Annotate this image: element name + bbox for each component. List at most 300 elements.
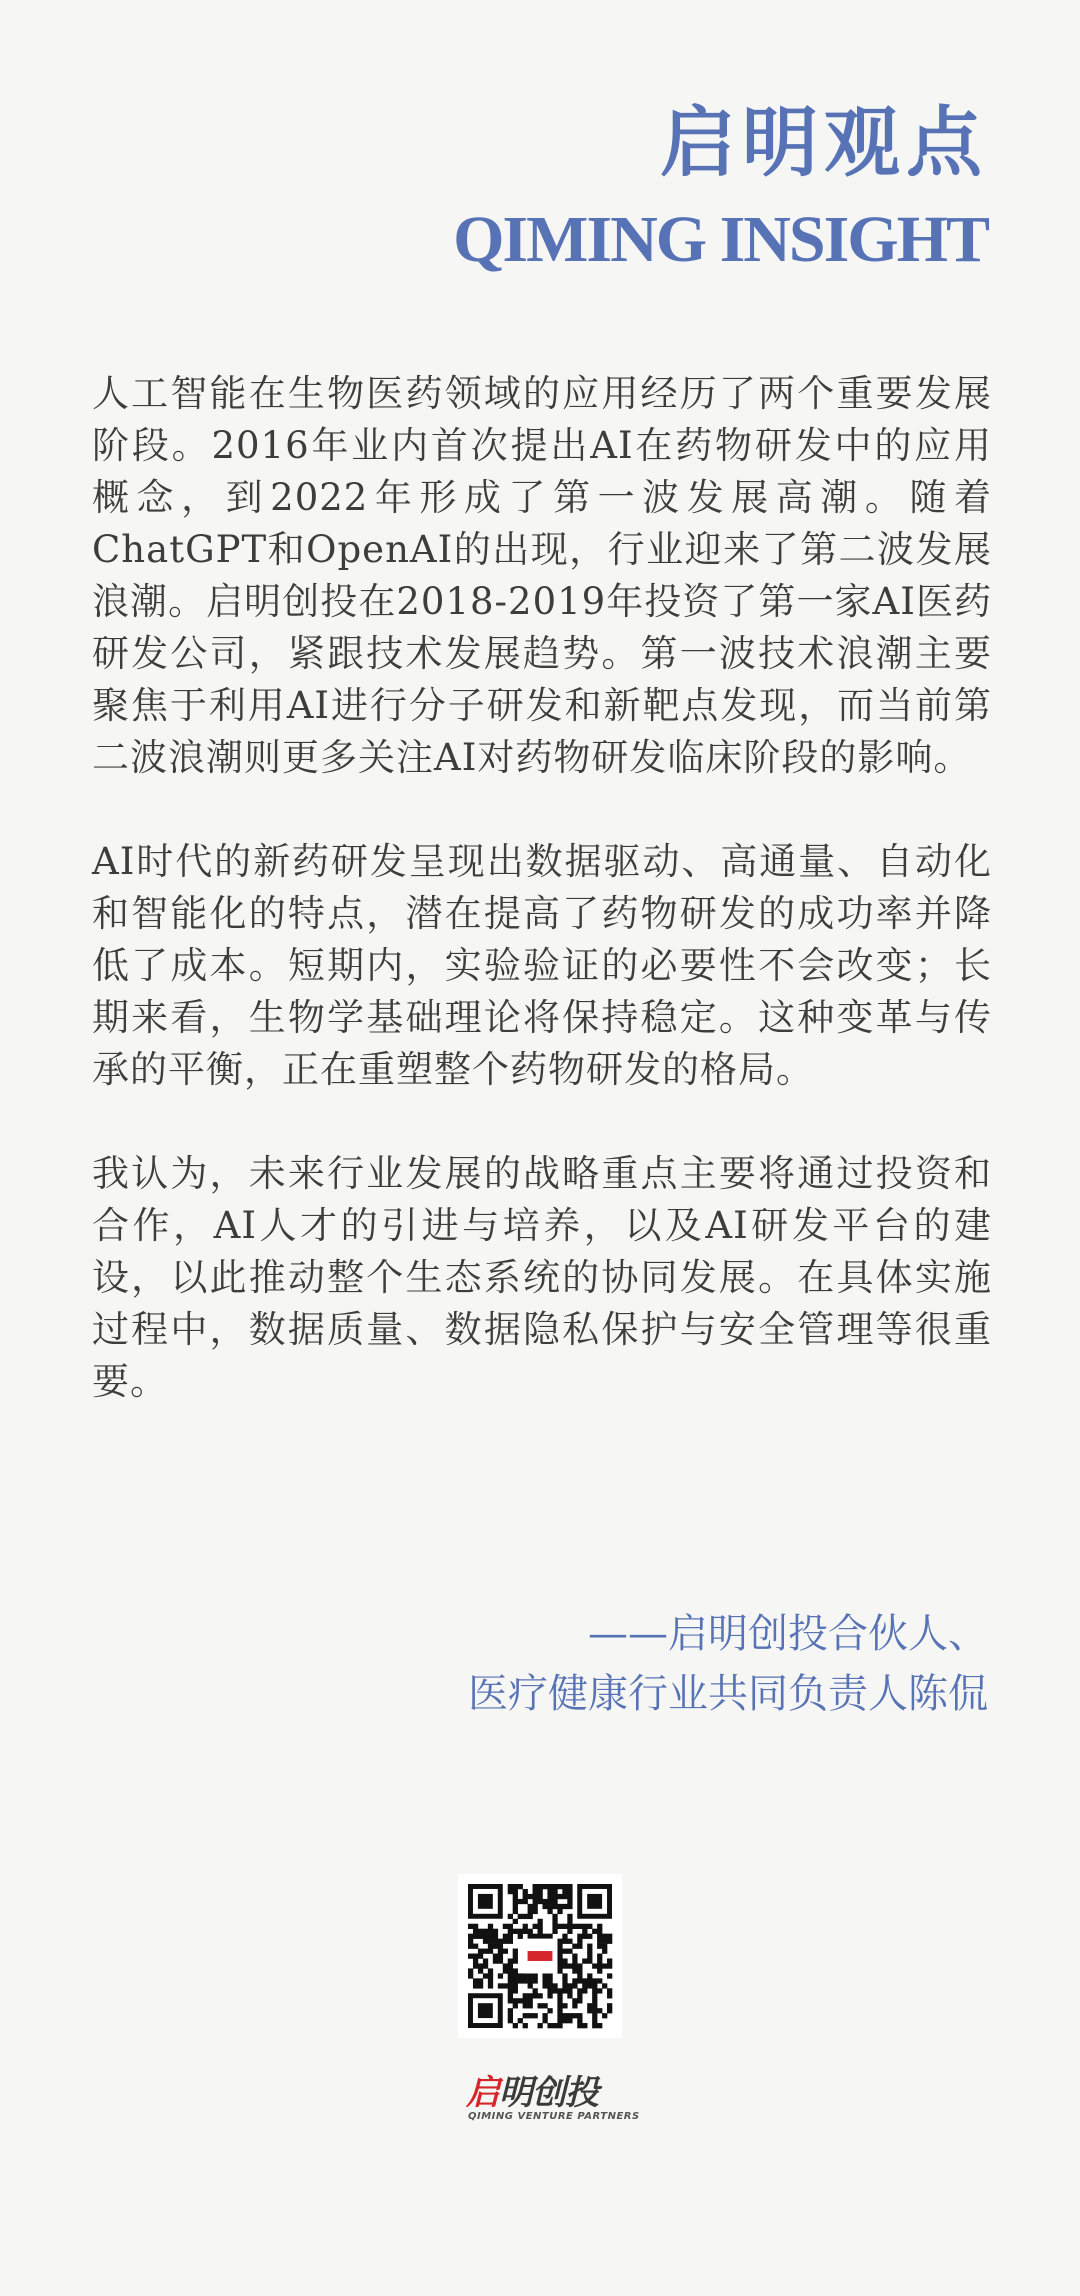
qr-module <box>493 1934 498 1939</box>
qr-module <box>592 2013 597 2018</box>
qr-module <box>513 1899 518 1904</box>
qr-module <box>592 2018 597 2023</box>
qr-module <box>557 1958 562 1963</box>
qr-module <box>488 1944 493 1949</box>
qr-module <box>478 1929 483 1934</box>
qr-module <box>592 2008 597 2013</box>
qr-module <box>483 1934 488 1939</box>
qr-module <box>533 1978 538 1983</box>
qr-module <box>552 1983 557 1988</box>
qr-module <box>567 1939 572 1944</box>
qr-module <box>483 1958 488 1963</box>
qr-center-logo-mark <box>528 1951 553 1961</box>
qr-module <box>523 1889 528 1894</box>
qr-module <box>557 1894 562 1899</box>
qr-module <box>513 1909 518 1914</box>
qr-module <box>582 1978 587 1983</box>
qr-module <box>493 1944 498 1949</box>
qr-module <box>523 1914 528 1919</box>
qr-module <box>518 1884 523 1889</box>
qr-module <box>592 1998 597 2003</box>
qr-module <box>498 1983 503 1988</box>
qr-module <box>508 1993 513 1998</box>
qr-module <box>483 1973 488 1978</box>
qr-module <box>533 1988 538 1993</box>
qr-module <box>538 1889 543 1894</box>
qr-module <box>513 1889 518 1894</box>
qr-module <box>513 1988 518 1993</box>
qr-module <box>557 1944 562 1949</box>
qr-module <box>508 1973 513 1978</box>
qr-module <box>528 1909 533 1914</box>
qr-module <box>493 1958 498 1963</box>
qr-module <box>597 1934 602 1939</box>
qr-module <box>567 1919 572 1924</box>
qiming-logo <box>462 2073 640 2127</box>
qr-module <box>508 1968 513 1973</box>
qr-module <box>523 2003 528 2008</box>
qr-finder-inner <box>478 1894 493 1909</box>
qr-module <box>523 1993 528 1998</box>
qr-module <box>582 1924 587 1929</box>
qr-module <box>513 1998 518 2003</box>
article-body <box>92 368 992 1460</box>
qr-module <box>597 2008 602 2013</box>
qr-module <box>572 2003 577 2008</box>
qr-module <box>547 1884 552 1889</box>
qr-module <box>562 1958 567 1963</box>
qr-module <box>577 1944 582 1949</box>
qr-module <box>538 1934 543 1939</box>
qr-module <box>508 2013 513 2018</box>
qr-module <box>528 2003 533 2008</box>
qr-module <box>567 1924 572 1929</box>
qr-module <box>572 1944 577 1949</box>
qr-module <box>562 1934 567 1939</box>
qr-module <box>493 1939 498 1944</box>
qr-module <box>488 1983 493 1988</box>
qr-module <box>577 1968 582 1973</box>
qr-module <box>542 1934 547 1939</box>
qr-module <box>503 1963 508 1968</box>
qr-module <box>533 1894 538 1899</box>
qr-module <box>498 1949 503 1954</box>
qr-module <box>562 1978 567 1983</box>
qr-module <box>523 1973 528 1978</box>
qr-module <box>473 1983 478 1988</box>
qr-module <box>498 1973 503 1978</box>
qr-module <box>513 1968 518 1973</box>
qr-module <box>587 1934 592 1939</box>
qr-module <box>562 1939 567 1944</box>
qr-module <box>468 1973 473 1978</box>
qr-module <box>478 1954 483 1959</box>
qr-module <box>547 2023 552 2028</box>
qr-module <box>582 1929 587 1934</box>
qr-module <box>572 1924 577 1929</box>
logo-text-cn <box>466 2075 598 2111</box>
qr-module <box>518 1929 523 1934</box>
qr-module <box>567 1929 572 1934</box>
qr-module <box>508 1963 513 1968</box>
qr-module <box>607 1988 612 1993</box>
qr-module <box>503 1968 508 1973</box>
qr-module <box>597 1929 602 1934</box>
qr-module <box>513 1954 518 1959</box>
qr-module <box>547 1983 552 1988</box>
qr-module <box>547 1988 552 1993</box>
qr-module <box>562 1894 567 1899</box>
qr-module <box>468 1968 473 1973</box>
qr-module <box>577 1973 582 1978</box>
qr-module <box>468 1924 473 1929</box>
qr-module <box>572 1954 577 1959</box>
qr-module <box>533 1909 538 1914</box>
qr-module <box>498 1944 503 1949</box>
qr-module <box>468 1939 473 1944</box>
qr-module <box>508 1924 513 1929</box>
qr-module <box>528 1904 533 1909</box>
qr-module <box>488 1939 493 1944</box>
qr-module <box>557 1993 562 1998</box>
qr-module <box>567 1894 572 1899</box>
qr-module <box>542 1904 547 1909</box>
qr-module <box>468 1944 473 1949</box>
qr-module <box>542 2013 547 2018</box>
qr-module <box>538 1929 543 1934</box>
page-title-cn: 启明观点 <box>660 98 988 187</box>
qr-module <box>577 2023 582 2028</box>
qr-module <box>587 2008 592 2013</box>
qr-module <box>557 1884 562 1889</box>
qr-module <box>528 1934 533 1939</box>
qr-module <box>538 1899 543 1904</box>
qr-module <box>557 2003 562 2008</box>
qr-module <box>577 1998 582 2003</box>
qr-module <box>592 2003 597 2008</box>
qr-module <box>508 1988 513 1993</box>
qr-module <box>547 1934 552 1939</box>
qr-module <box>592 1963 597 1968</box>
qr-module <box>572 1983 577 1988</box>
qr-module <box>587 1949 592 1954</box>
qr-module <box>567 1993 572 1998</box>
paragraph-2: AI时代的新药研发呈现出数据驱动、高通量、自动化和智能化的特点，潜在提高了药物研发的成功率并降低了成本。短期内，实验验证的必要性不会改变；长期来看，生物学基础理论将保持稳定。这种变革与传承的平衡，正在重塑整个药物研发的格局。 <box>92 840 992 1091</box>
qr-module <box>552 1914 557 1919</box>
qr-module <box>572 1963 577 1968</box>
qr-module <box>602 1963 607 1968</box>
qr-module <box>582 1983 587 1988</box>
qr-module <box>572 1978 577 1983</box>
qr-module <box>567 1884 572 1889</box>
qr-module <box>572 1958 577 1963</box>
qr-module <box>557 2008 562 2013</box>
qr-finder-inner <box>478 2003 493 2018</box>
qr-module <box>547 1904 552 1909</box>
qr-module <box>562 1884 567 1889</box>
qr-module <box>582 1958 587 1963</box>
qr-module <box>538 1919 543 1924</box>
qr-module <box>542 1973 547 1978</box>
qr-module <box>587 1978 592 1983</box>
qr-module <box>592 2023 597 2028</box>
qr-module <box>607 1958 612 1963</box>
qr-module <box>523 1899 528 1904</box>
qr-module <box>528 1973 533 1978</box>
qr-module <box>577 1934 582 1939</box>
qr-module <box>607 1993 612 1998</box>
qr-module <box>513 1978 518 1983</box>
qr-module <box>483 1929 488 1934</box>
qr-module <box>562 1963 567 1968</box>
qr-module <box>533 1934 538 1939</box>
qr-module <box>513 2023 518 2028</box>
qr-module <box>567 1889 572 1894</box>
qr-module <box>513 1983 518 1988</box>
qr-module <box>528 2013 533 2018</box>
qr-module <box>567 1963 572 1968</box>
qr-module <box>592 1988 597 1993</box>
qr-module <box>557 1968 562 1973</box>
qr-module <box>557 1988 562 1993</box>
qr-module <box>542 1978 547 1983</box>
qr-module <box>478 1978 483 1983</box>
qr-module <box>557 2018 562 2023</box>
qr-module <box>562 1904 567 1909</box>
qr-module <box>523 1894 528 1899</box>
qr-module <box>503 1934 508 1939</box>
qr-module <box>577 1924 582 1929</box>
qr-module <box>552 1889 557 1894</box>
qr-module <box>518 1899 523 1904</box>
signature <box>468 1604 988 1724</box>
qr-module <box>602 1939 607 1944</box>
qr-module <box>542 1983 547 1988</box>
qr-module <box>552 1894 557 1899</box>
qr-module <box>533 2013 538 2018</box>
qr-module <box>478 1963 483 1968</box>
qr-module <box>607 1939 612 1944</box>
qr-module <box>488 1973 493 1978</box>
qr-module <box>587 2003 592 2008</box>
qr-module <box>513 1973 518 1978</box>
qr-module <box>562 1988 567 1993</box>
signature-line-2: 医疗健康行业共同负责人陈侃 <box>468 1671 988 1717</box>
qr-module <box>468 1934 473 1939</box>
qr-module <box>557 2013 562 2018</box>
qr-module <box>557 1963 562 1968</box>
qr-module <box>508 1929 513 1934</box>
qr-module <box>528 1983 533 1988</box>
qr-module <box>592 1978 597 1983</box>
qr-module <box>528 1914 533 1919</box>
qr-module <box>508 2008 513 2013</box>
qr-module <box>547 2008 552 2013</box>
qr-module <box>518 1998 523 2003</box>
qr-finder-inner <box>587 1894 602 1909</box>
qr-module <box>483 1949 488 1954</box>
qr-module <box>488 1934 493 1939</box>
qr-module <box>528 1929 533 1934</box>
qr-module <box>582 1934 587 1939</box>
qr-module <box>557 1998 562 2003</box>
qr-module <box>533 1973 538 1978</box>
qr-module <box>508 1958 513 1963</box>
qr-module <box>523 2013 528 2018</box>
qr-module <box>567 1983 572 1988</box>
qr-module <box>533 1899 538 1904</box>
qr-module <box>577 1993 582 1998</box>
qr-module <box>533 1904 538 1909</box>
qr-module <box>587 1973 592 1978</box>
qr-module <box>552 1899 557 1904</box>
qr-module <box>538 2003 543 2008</box>
qr-module <box>468 1954 473 1959</box>
qr-module <box>582 1988 587 1993</box>
qr-module <box>508 1939 513 1944</box>
qr-module <box>597 1988 602 1993</box>
qr-module <box>597 1924 602 1929</box>
qr-module <box>542 1884 547 1889</box>
qr-module <box>577 1939 582 1944</box>
qr-module <box>483 1939 488 1944</box>
qr-module <box>513 1929 518 1934</box>
qr-module <box>577 1963 582 1968</box>
qr-module <box>493 1954 498 1959</box>
qr-module <box>538 1924 543 1929</box>
qr-module <box>607 1973 612 1978</box>
qr-module <box>508 1914 513 1919</box>
qr-module <box>538 2023 543 2028</box>
qr-module <box>597 1968 602 1973</box>
qr-module <box>547 1973 552 1978</box>
qr-module <box>542 2018 547 2023</box>
qr-module <box>503 1939 508 1944</box>
qr-module <box>508 1884 513 1889</box>
qr-module <box>567 1914 572 1919</box>
qr-module <box>523 2023 528 2028</box>
qr-module <box>508 1978 513 1983</box>
logo-text-cn-rest: 明创投 <box>499 2073 598 2113</box>
qr-module <box>562 2003 567 2008</box>
qr-module <box>508 1934 513 1939</box>
qr-module <box>587 1958 592 1963</box>
qr-module <box>478 1983 483 1988</box>
qr-module <box>562 1983 567 1988</box>
qr-module <box>597 2023 602 2028</box>
qr-module <box>607 1963 612 1968</box>
qr-module <box>533 1884 538 1889</box>
qr-module <box>607 2003 612 2008</box>
qr-module <box>547 1993 552 1998</box>
qr-module <box>528 1993 533 1998</box>
qr-module <box>562 2013 567 2018</box>
qr-module <box>483 1963 488 1968</box>
qr-module <box>523 1978 528 1983</box>
qr-module <box>533 1889 538 1894</box>
qr-module <box>533 1924 538 1929</box>
qr-module <box>562 1924 567 1929</box>
qr-module <box>597 1939 602 1944</box>
qr-module <box>552 1924 557 1929</box>
qr-module <box>542 1899 547 1904</box>
qr-module <box>523 1924 528 1929</box>
qr-module <box>528 1894 533 1899</box>
qr-module <box>597 1958 602 1963</box>
qr-module <box>562 1973 567 1978</box>
qr-module <box>547 1889 552 1894</box>
qr-module <box>488 1968 493 1973</box>
signature-line-1: ——启明创投合伙人、 <box>588 1611 988 1657</box>
qr-module <box>602 1944 607 1949</box>
qr-module <box>597 1954 602 1959</box>
qr-module <box>552 1988 557 1993</box>
qr-module <box>513 1904 518 1909</box>
qr-module <box>557 2023 562 2028</box>
qr-module <box>513 1949 518 1954</box>
page-header <box>453 98 988 276</box>
qr-module <box>557 1954 562 1959</box>
qr-module <box>577 2013 582 2018</box>
qr-module <box>602 1949 607 1954</box>
qr-module <box>557 1904 562 1909</box>
qr-module <box>567 1949 572 1954</box>
qr-module <box>538 1894 543 1899</box>
qr-module <box>498 1958 503 1963</box>
qr-module <box>528 1978 533 1983</box>
qr-module <box>473 1924 478 1929</box>
qr-module <box>587 1983 592 1988</box>
qr-module <box>607 2008 612 2013</box>
qr-module <box>552 1884 557 1889</box>
qr-module <box>552 2023 557 2028</box>
qr-module <box>547 1909 552 1914</box>
qr-module <box>567 2018 572 2023</box>
qr-module <box>513 1919 518 1924</box>
qr-module <box>547 1899 552 1904</box>
qr-module <box>498 1939 503 1944</box>
qr-module <box>488 1924 493 1929</box>
qr-module <box>478 1949 483 1954</box>
qr-module <box>597 1978 602 1983</box>
qr-module <box>542 2003 547 2008</box>
qr-module <box>503 1983 508 1988</box>
qr-module <box>513 1958 518 1963</box>
qr-module <box>577 1978 582 1983</box>
qr-module <box>602 1983 607 1988</box>
qr-module <box>562 1949 567 1954</box>
qr-module <box>562 1889 567 1894</box>
qr-module <box>513 1894 518 1899</box>
qr-module <box>567 1988 572 1993</box>
qr-module <box>503 1949 508 1954</box>
qr-module <box>557 1909 562 1914</box>
qr-module <box>488 1949 493 1954</box>
qr-module <box>597 1944 602 1949</box>
qr-module <box>562 2018 567 2023</box>
qr-module <box>567 1899 572 1904</box>
qr-module <box>538 1884 543 1889</box>
qr-module <box>602 1934 607 1939</box>
qr-code-icon[interactable] <box>458 1874 622 2038</box>
qr-module <box>552 1919 557 1924</box>
qr-module <box>513 1884 518 1889</box>
qr-module <box>572 2013 577 2018</box>
qr-module <box>518 1973 523 1978</box>
qr-module <box>473 1954 478 1959</box>
qr-module <box>508 2018 513 2023</box>
qr-module <box>513 2003 518 2008</box>
